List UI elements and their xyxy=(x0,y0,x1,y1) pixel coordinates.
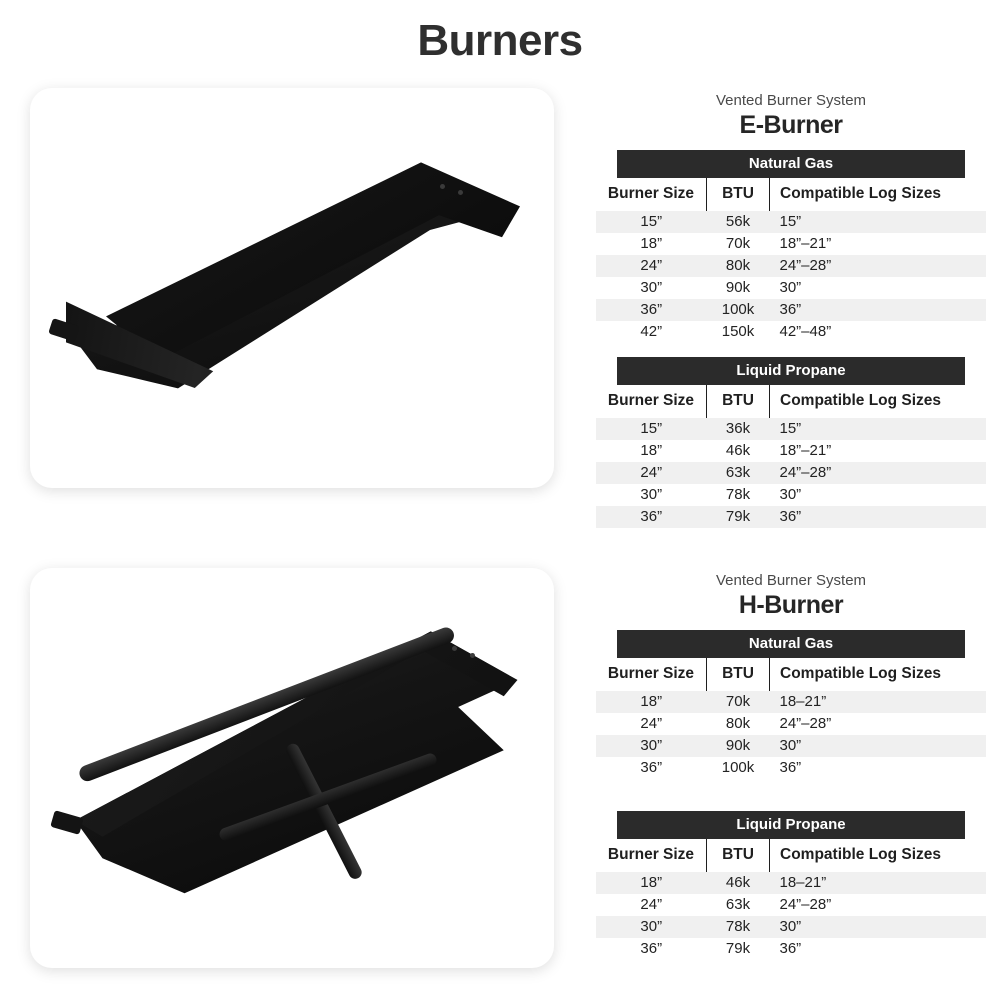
product-name: E-Burner xyxy=(739,111,843,139)
product-subtitle: Vented Burner System xyxy=(715,572,867,589)
cell-burner-size: 18” xyxy=(596,691,707,713)
cell-burner-size: 36” xyxy=(596,938,707,960)
table-row xyxy=(596,484,986,506)
mounting-hole-icon xyxy=(452,646,457,651)
product-image-card-h-burner xyxy=(30,568,554,968)
table-row xyxy=(596,713,986,735)
table-row xyxy=(596,462,986,484)
spec-table-e-natural-gas xyxy=(596,178,986,343)
cell-burner-size: 30” xyxy=(596,484,707,506)
cell-burner-size: 18” xyxy=(596,233,707,255)
cell-log-sizes: 18–21” xyxy=(770,872,987,894)
table-row xyxy=(596,938,986,960)
table-row xyxy=(596,255,986,277)
cell-btu: 70k xyxy=(707,691,770,713)
cell-btu: 63k xyxy=(707,894,770,916)
cell-log-sizes: 24”–28” xyxy=(770,894,987,916)
fuel-type-bar-liquid-propane: Liquid Propane xyxy=(617,811,965,839)
spec-table-h-liquid-propane xyxy=(596,839,986,960)
cell-burner-size: 18” xyxy=(596,440,707,462)
cell-btu: 100k xyxy=(707,757,770,779)
cell-btu: 80k xyxy=(707,713,770,735)
cell-btu: 78k xyxy=(707,916,770,938)
product-name: H-Burner xyxy=(738,591,844,619)
cell-btu: 56k xyxy=(707,211,770,233)
cell-log-sizes: 15” xyxy=(770,211,987,233)
table-row xyxy=(596,233,986,255)
table-header-row xyxy=(596,839,986,872)
cell-log-sizes: 42”–48” xyxy=(770,321,987,343)
cell-log-sizes: 24”–28” xyxy=(770,255,987,277)
spacer xyxy=(596,779,986,811)
cell-btu: 63k xyxy=(707,462,770,484)
product-image-card-e-burner xyxy=(30,88,554,488)
cell-burner-size: 24” xyxy=(596,462,707,484)
cell-btu: 80k xyxy=(707,255,770,277)
column-header-btu: BTU xyxy=(707,658,770,691)
page-title: Burners xyxy=(417,16,583,65)
table-row xyxy=(596,916,986,938)
cell-btu: 78k xyxy=(707,484,770,506)
column-header-log-sizes: Compatible Log Sizes xyxy=(780,185,942,202)
cell-btu: 70k xyxy=(707,233,770,255)
column-header-log-sizes: Compatible Log Sizes xyxy=(780,392,942,409)
cell-burner-size: 24” xyxy=(596,713,707,735)
column-header-log-sizes: Compatible Log Sizes xyxy=(780,665,942,682)
product-section-h-burner xyxy=(0,568,1000,968)
table-row xyxy=(596,321,986,343)
table-row xyxy=(596,691,986,713)
e-burner-pan-illustration xyxy=(30,88,554,488)
spec-table-h-natural-gas xyxy=(596,658,986,779)
fuel-type-bar-natural-gas: Natural Gas xyxy=(617,150,965,178)
table-row xyxy=(596,506,986,528)
gas-inlet-nipple xyxy=(50,810,84,835)
table-row xyxy=(596,211,986,233)
cell-btu: 90k xyxy=(707,735,770,757)
cell-burner-size: 15” xyxy=(596,211,707,233)
cell-burner-size: 30” xyxy=(596,277,707,299)
cell-log-sizes: 24”–28” xyxy=(770,462,987,484)
cell-log-sizes: 36” xyxy=(770,299,987,321)
product-section-e-burner xyxy=(0,88,1000,528)
cell-burner-size: 24” xyxy=(596,894,707,916)
cell-burner-size: 42” xyxy=(596,321,707,343)
cell-log-sizes: 30” xyxy=(770,916,987,938)
spacer xyxy=(596,343,986,357)
cell-btu: 46k xyxy=(707,872,770,894)
cell-log-sizes: 30” xyxy=(770,484,987,506)
cell-burner-size: 18” xyxy=(596,872,707,894)
table-row xyxy=(596,277,986,299)
table-row xyxy=(596,894,986,916)
table-row xyxy=(596,418,986,440)
cell-log-sizes: 36” xyxy=(770,757,987,779)
column-header-burner-size: Burner Size xyxy=(596,658,707,691)
column-header-btu: BTU xyxy=(707,839,770,872)
cell-btu: 90k xyxy=(707,277,770,299)
table-header-row xyxy=(596,658,986,691)
column-header-burner-size: Burner Size xyxy=(596,178,707,211)
cell-log-sizes: 36” xyxy=(770,938,987,960)
mounting-hole-icon xyxy=(470,653,475,658)
h-burner-pan-illustration xyxy=(30,568,554,968)
mounting-hole-icon xyxy=(458,190,463,195)
table-row xyxy=(596,440,986,462)
cell-burner-size: 30” xyxy=(596,735,707,757)
spec-table-e-liquid-propane xyxy=(596,385,986,528)
cell-btu: 36k xyxy=(707,418,770,440)
cell-btu: 79k xyxy=(707,506,770,528)
table-row xyxy=(596,757,986,779)
fuel-type-bar-liquid-propane: Liquid Propane xyxy=(617,357,965,385)
cell-log-sizes: 36” xyxy=(770,506,987,528)
cell-btu: 79k xyxy=(707,938,770,960)
column-header-burner-size: Burner Size xyxy=(596,839,707,872)
table-row xyxy=(596,299,986,321)
table-row xyxy=(596,872,986,894)
column-header-burner-size: Burner Size xyxy=(596,385,707,418)
cell-btu: 46k xyxy=(707,440,770,462)
table-row xyxy=(596,735,986,757)
cell-btu: 150k xyxy=(707,321,770,343)
cell-burner-size: 36” xyxy=(596,506,707,528)
fuel-type-bar-natural-gas: Natural Gas xyxy=(617,630,965,658)
cell-btu: 100k xyxy=(707,299,770,321)
cell-burner-size: 36” xyxy=(596,299,707,321)
column-header-btu: BTU xyxy=(707,385,770,418)
table-header-row xyxy=(596,178,986,211)
cell-burner-size: 24” xyxy=(596,255,707,277)
cell-log-sizes: 24”–28” xyxy=(770,713,987,735)
column-header-log-sizes: Compatible Log Sizes xyxy=(780,846,942,863)
spec-panel-h-burner xyxy=(596,568,986,960)
product-subtitle: Vented Burner System xyxy=(715,92,867,109)
cell-burner-size: 15” xyxy=(596,418,707,440)
cell-log-sizes: 18”–21” xyxy=(770,233,987,255)
cell-log-sizes: 15” xyxy=(770,418,987,440)
column-header-btu: BTU xyxy=(707,178,770,211)
cell-log-sizes: 18”–21” xyxy=(770,440,987,462)
mounting-hole-icon xyxy=(440,184,445,189)
cell-log-sizes: 30” xyxy=(770,735,987,757)
cell-log-sizes: 30” xyxy=(770,277,987,299)
cell-log-sizes: 18–21” xyxy=(770,691,987,713)
cell-burner-size: 30” xyxy=(596,916,707,938)
spec-panel-e-burner xyxy=(596,88,986,528)
table-header-row xyxy=(596,385,986,418)
cell-burner-size: 36” xyxy=(596,757,707,779)
